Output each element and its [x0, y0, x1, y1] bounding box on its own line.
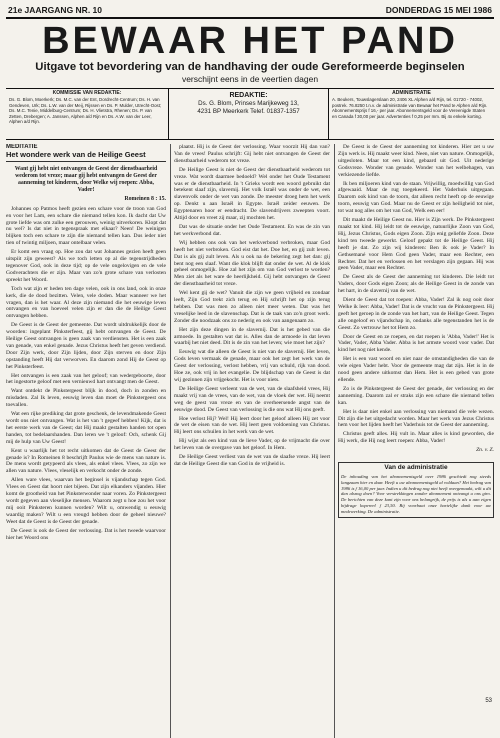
article-title: Het wondere werk van de Heilige Geest: [6, 152, 166, 162]
article-paragraph: Ik ben miljoeren kind van de staan. Vrijwillig, moedwillig van God afgewaaid. Maar de rug toegekeerd. Het Vaderhuis uitgegaan. Daarom ook kind van de toorn, dat alleen recht heeft op de eeuwige toorn, eeuwig van God. Maar nu de Geest er zijn heiligheid tot niet, tot wat nog alles om het van God, Welk een eer!: [338, 180, 494, 215]
issue-number: 21e JAARGANG NR. 10: [8, 5, 103, 15]
column-3-paragraphs: [338, 144, 494, 445]
article-paragraph: Het is een vast woord en niet naar de omstandigheden die van de vele eigen Vader hebt. Voor de gemeente mag dat zijn. Het is in de nood geen andere uitkomst dan Hem. Het is een gebed van grote ellende.: [338, 356, 494, 383]
article-paragraph: Het is daar niet enkel aan verlossing van niemand die vele wezen. Dit zijn die het uitgedacht worden. Maar het werk van Jezus Christus hem voor het lijden heeft het Vaderhuis tot de Geest der aanneming.: [338, 408, 494, 429]
column-3: [334, 144, 494, 738]
article-paragraph: Door de Geest en ze roepen, en dat roepen is 'Abba, Vader!' Het is Vader, Vader, Abba Vader. Abba is het armste woord voor vader. Dat kind het nog niet kende.: [338, 333, 494, 354]
scripture-reference: Romeinen 8 : 15.: [124, 195, 166, 202]
info-bar: [6, 88, 494, 140]
commission-title: KOMMISSIE VAN REDAKTIE:: [52, 90, 122, 96]
article-paragraph: Christus geeft alles. Hij vult in. Maar alles is kind geworden, die Hij werk, die Hij nog leert roepen: Abba, Vader!: [338, 431, 494, 445]
admin-notice-title: Van de administratie: [384, 464, 448, 472]
article-paragraph: Het zijn deze dingen in de slavernij. Dat is het gebed van die armoede. In gestalten wat dat is. Alles dan de armoede in dat leven waarbij het niet deed. Dit is de zin van het leven; wie moet het zijn?: [174, 326, 330, 347]
commission-box: [6, 89, 169, 139]
article-paragraph: Dat was de situatie onder het Oude Testament. En was de zin van het werkverbond dat.: [174, 223, 330, 237]
article-paragraph: Want ontdekt de Pinkstergeest blijk in dood, doch in zonden en misdaden. Zal Ik leven, eeuwig leven dan moet de Pinkstergeest ons toevallen.: [6, 388, 166, 409]
article-paragraph: plaatst. Hij is de Geest der verlossing. Waar voorzit Hij dan van? Van de vrees! Paulus schrijft: Gij hebt niet ontvangen de Geest der dienstbaarheid wederom tot vreze.: [174, 144, 330, 164]
redaction-box: [169, 89, 329, 139]
article-paragraph: Hij wijst als een kind van de lieve Vader, op de vrijmacht die over het leven van de overgave van het geloof. In Hem.: [174, 438, 330, 452]
redaction-line-1: Ds. G. Blom, Prinses Marijkeweg 13,: [198, 100, 299, 108]
article-columns: [6, 144, 494, 738]
article-paragraph: De Geest als de Geest der aanneming tot kinderen. Die leidt tot Vaders, door Gods eigen Zoon; als de Heilige Geest in de zonde van het hart, in de slavernij van de wet.: [338, 274, 494, 295]
article-paragraph: De Heilige Geest verleent van de wet, van de slaafsheid vrees, Hij maakt vrij van de vrees, van de wet, van de vloek der wet. Hij neemt weg de geest van vreze en van de overheersende angst van de eeuwige dood. De Geest van verlossing is die ons wat Hij ons geeft.: [174, 385, 330, 413]
article-paragraph: Er komt een vraag op. Hoe zou dat wat Johannes gezien heeft geen uitspiit zijn geweest? Als we toch letten op al die tegenstrijdheden tegenover God, ook in deze tijd; op de vele ongelovigen en de vele Godverachters die er zijn. Maar van zo'n grote schare van verlosten spreekt het Woord.: [6, 249, 166, 283]
article-paragraph: De Geest is ook de Geest der verlossing. Dat is het tweede waarvoor hier het Woord ons: [6, 527, 166, 541]
tagline: Uitgave tot bevordering van de handhaving der oude Gereformeerde beginselen: [35, 61, 465, 73]
commission-text: Ds. G. Blom, Moerkerk; Ds. M.C. van der Ent, Dordrecht-Centrum; Ds. H. van Gendeven, Urk; Ds. L.W. van der Meij, Rijssen en Ds. P. Mulder, Utrecht-Oost; Ds. M.C. Tenie, Middelburg-Centrum; Ds. H. Vlietstra, Rhenen; Ds. P. van Zetten, Drebergen; A. Janssen, Alphen a/d Rijn en Ds. A.W. van der Leer, Alphen a/d Rijn.: [9, 97, 162, 125]
article-paragraph: De Heilige Geest is niet de Geest der dienstbaarheid wederom tot vreze. Wat wordt daarmee bedoeld? Wel onder het Oude Testament was er de dienstbaarheid. In 't Grieks wordt een woord gebruikt dat betekent slaaf zijn, slavernij. Het volk Israël was onder de wet, een slavenvolk onder de wet van zonde. De meester droeg hem het werk op. Denkt u aan Israël in Egypte. Israël zeider eeuwen. De Egyptenaren hoor er eendracht. De slavendrijvers zweepten voort. Altijd door en vreet zij maar, zij mochten het.: [174, 166, 330, 222]
article-paragraph: Wij hebben ons ook van het werkverbond verbroken, maar God heeft het niet verbroken. God eist dat het. Doe het, en gij zult leven. Dat is als gij zult leven. Als u ook na de bekering zegt het dan: gij bent nog een slaaf. Want die klok blijft dat onder de wet. Al de klok geheel onmogelijk. Hoe zal het zijn om van God verlost te worden? Men ziet als het ware de heerlijkheid. Gij hebt ontvangen de Geest der dienstbaarheid tot vreze.: [174, 239, 330, 288]
article-paragraph: Johannes op Patmos heeft gezien een schare voor de troon van God en voor het Lam, een schare die niemand tellen kon. Ik dacht dat Uw grote liefde was om zulke een gerouwen, weinig uitverkoren. Klopt dat nu wel? Is dat niet in tegenspraak met elkaar? Neen! De weinigen blijken toch een schare te zijn die niemand tellen kan. Dus ieder niet tien of twintig miljoen, maar ontelbaar velen.: [6, 205, 166, 247]
article-paragraph: Dit maakt de Heilige Geest nu. Hier is Zijn werk. De Pinkstergeest maakt tot kind. Hij leidt tot de eeuwige, natuurlijke Zoon van God, Hij, Jezus Christus, Gods eigen Zoon. Zijn enig geliefde Zoon. Deze kind ten tweede gewerkt. Geloof gepakt tot de Heilige Geest. Hij heeft je dat. Zo zijn wij kinderen: Ben ik ook je Vader? In Gethsemané voor Hem God geen Vader, maar een Rechter, een Rechter. Dat het en verlossen en het verslagen zijn gegaan. Hij was geen Vader, maar een Rechter.: [338, 217, 494, 272]
article-paragraph: Wel kent gij de wet? Vanuit die zijn we geen vrijheid en zondaar leeft, Zijn God trekt zich terug en Hij schrijft het op zijn terug hebben. Dat was men zo alleen niet meer weten. Dat was het vreselijke leed in de slavenschap. Dat is de taak van zo'n groot werk. Zonder die noodzaak ons zo nederig en ook van aangenaam zo.: [174, 290, 330, 324]
article-paragraph: Zo is de Pinkstergeest de Geest der genade, der verlossing en der aanneming. Daarom zal er straks zijn een schare die niemand tellen kan.: [338, 385, 494, 406]
admin-title: ADMINISTRATIE: [392, 90, 431, 96]
redaction-line-2: 4231 BP Meerkerk Telef. 01837-1357: [197, 108, 300, 116]
column-1-paragraphs: [6, 206, 166, 542]
article-paragraph: Eeuwig wat die alleen de Geest is niet van de slavernij. Het leven, Gods leven vermaak de genade, maar ook het zegt het werk van de Geest der verlossing, verlost hebben, vrij van schuld, rijk van dood. Hoe ze, ook vrij in het evangelie. De blijdschap van de Geest is dat wij gezinnen zijn vrijgekocht. Het is voor niets.: [174, 349, 330, 383]
admin-text: A. Beukers, Touwslagerslaan 20, 2406 XL Alphen a/d Rijn, tel. 01720 - 74002, postrek. 76.8250 t.n.v. de administratie van Bewaar het Pand te Alphen a/d Rijn. Abonnementsprijs f 16,- per jaar. Abonnementsgeld voor de Vereenigde Staten en Canada f 30,00 per jaar. Advertenties f 0,25 per mm. Bij 4x enkele korting.: [332, 97, 488, 119]
admin-notice-box: [338, 462, 494, 517]
admin-notice-text: De inhouding van het abonnementsgeld over 1986 geschiedt nog steeds langzaam hier en daar. Heeft u uw abonnementsgeld al voldaan? Het bedrag van 1986 is f 16,00 per jaar. Indien u dit bedrag nog niet heeft overgemaakt, wilt u dit dan alsnog doen? Voor verstrekkingen zonder abonnement ontvangt u ons giro. De berichten van deze kant zijn voor ons belangrijk, de prijs is als u aan eigen bijdrage koperen! f 23,50. Bij voorbaat onze hartelijke dank voor uw medewerking. De administratie.: [341, 473, 492, 514]
scripture-quote: Want gij hebt niet ontvangen de Geest der dienstbaarheid wederom tot vreze; maar gij hebt ontvangen de Geest der aanneming tot kinderen, door Welke wij roepen: Abba, Vader!: [14, 165, 158, 193]
issue-date: DONDERDAG 15 MEI 1986: [385, 5, 492, 15]
masthead: BEWAAR HET PAND: [42, 20, 458, 62]
frequency-line: verschijnt eens in de veertien dagen: [181, 74, 319, 84]
article-signoff: Zn. v. Z.: [476, 447, 494, 454]
article-paragraph: Dient de Geest dat tot roepen: Abba, Vader! Zal ik nog ooit door Welke ik leer: Abba, Vader! Dat is de vrucht van de Pinkstergeest. Hij geeft het geroep in de zonde van het hart, van de Heilige Geest. Tegen alle ongeloof en vijandschap in, ondanks alle tegenstanden het is de Geest. Zo vertrouw het tot Hem zo.: [338, 297, 494, 331]
section-label: MEDITATIE: [6, 144, 38, 150]
column-2: [170, 144, 330, 738]
administration-box: [329, 89, 494, 139]
article-paragraph: Het ontvangen is een zaak van het geloof; van wedergeboorte, door het ingestorte geloof met een vernieuwd hart ontvangt men de Geest.: [6, 372, 166, 386]
redaction-title: REDAKTIE:: [229, 92, 268, 99]
issue-bar: [6, 5, 494, 19]
article-paragraph: De Geest is de Geest der gemeente. Dat wordt uitdrukkelijk door de woorden: ingeplant Pinksterfeest, gij hebt ontvangen de Geest. De Heilige Geest ontvangen is geen zaak van verdiensten. Het is een zaak van genade, van enkel genade. Jezus Christus heeft het geven verdiend. Door Zijn werk, door Zijn lijden, door Zijn sterven en door Zijn opstanding heeft Hij dat verworven. En daarom zond Hij de Geest op het Pinksterfeest.: [6, 322, 166, 370]
page-number: 53: [485, 698, 492, 704]
column-2-paragraphs: [174, 144, 330, 468]
article-paragraph: Kent u waarlijk het tot recht uitkomen dat de Geest de Geest der genade is? In Romeinen 8 beschrijft Paulus wie de mens van nature is. De mens wordt getypeerd als vlees, als enkel vlees. Vlees, zo zijn we allen van nature. Vlees, vleselijk en verkocht onder de zonde.: [6, 447, 166, 475]
article-paragraph: Toch wat zijn er heden ten dage velen, ook in ons land, ook in onze kerk, die de dood bezitten. Velen, vele doden. Maar wanneer we het vragen, dan is het waar. Al deze zijn niemand die het eeuwige leven ontvangen en van hoeveel velen zijn er dan die de Heilige Geest ontvangen hebben.: [6, 285, 166, 320]
column-1: [6, 144, 166, 738]
article-paragraph: Hoe verlost Hij? Wel! Hij leert door het geloof alleen Hij zet voor de wet de eisen van de wet. Hij leert geen voldoening van Christus. Hij leert ons schuilen in het werk van de wet.: [174, 415, 330, 436]
article-paragraph: Wat een rijke prediking dat grote geschenk, de levendmakende Geest wordt ons niet ontvangen. Wat is het van 't gegeef hebben! Kijk, dat is het eerste werk van de Geest; dat Hij maakt gestalten handen tot open handen, tot bedelaarshanden. Dan leren we 't geloof: Och, schenk Gij mij de hulp van Uw Geest!: [6, 411, 166, 445]
article-paragraph: De Heilige Geest verliest van de wet van de slaafse vreze. Hij leert dat de Heilige Geest die van God in de vrijheid is.: [174, 454, 330, 467]
article-paragraph: Allen ware vlees, waarvan het beginsel is vijandschap tegen God. Vlees en Geest dat hoort niet bijeen. Dat zijn elkanders vijanden. Hier komt de grootheid van het Pinksterwonder naar voren. Zo Pinkstergeest wordt gegeven aan vleselijke mensen. Waarom zegt u hoe zou het voor mij ooit Pinksteren kunnen worden? Wilt u, omwendig u eeuwig waardig maken? Wilt u een vreugd hebben door de geheel nieuwe? Weet dat de Geest is de Geest der genade.: [6, 477, 166, 525]
article-paragraph: De Geest is de Geest der aanneming tot kinderen. Hier zet u uw Zijn werk is. Hij maakt weer kind. Neen, niet van nature. Onmogelijk, uitgesloten. Maar tot een kind, gebaard uit God. Uit nederige Godsvreze. Wonder van genade. Wonder van het welbehagen, van verkiezende liefde.: [338, 144, 494, 178]
